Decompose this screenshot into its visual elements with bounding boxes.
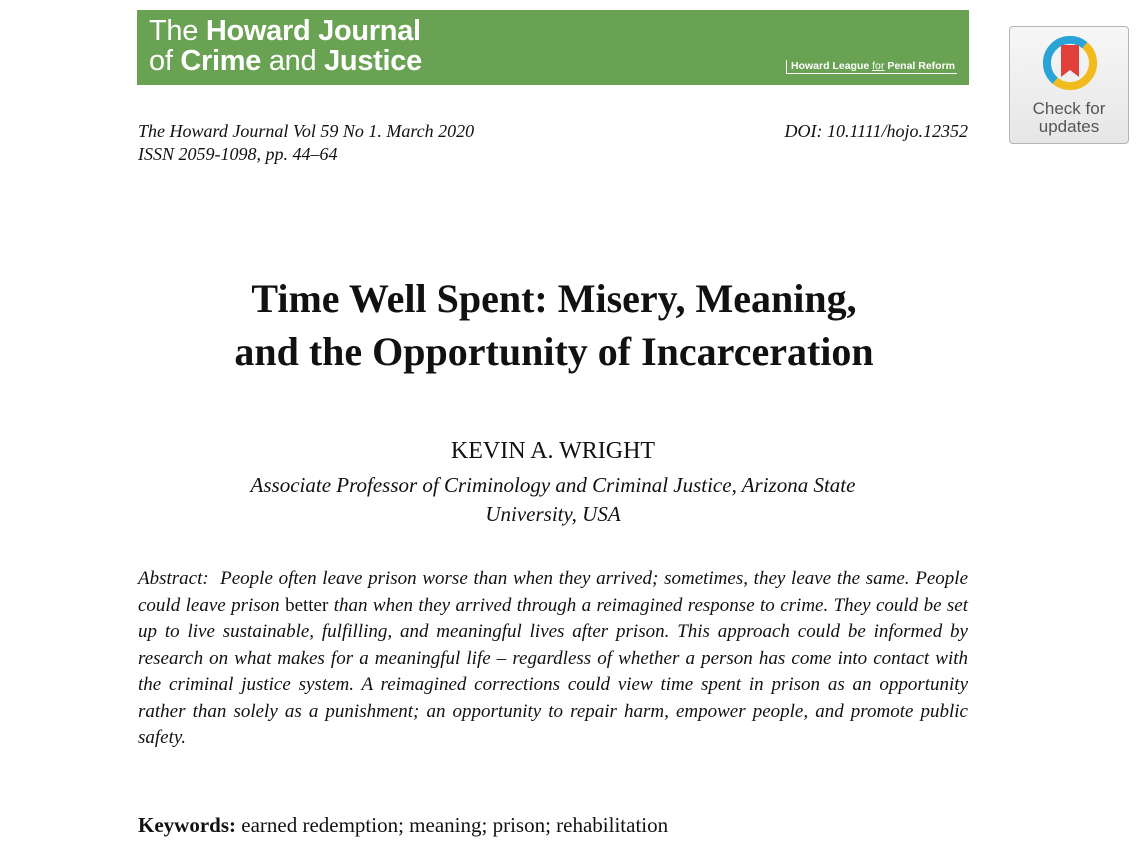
journal-title-line-1	[149, 16, 422, 46]
journal-title-line-2	[149, 46, 422, 76]
journal-title-crime: Crime	[180, 45, 262, 77]
journal-title-justice: Justice	[324, 45, 422, 77]
check-for-updates-label: Check for updates	[1032, 99, 1106, 136]
journal-title-of: of	[149, 45, 173, 77]
citation-info	[138, 120, 474, 166]
abstract-text-part-1: People often leave prison worse than when they arrived; sometimes, they leave the same. People could leave prison	[138, 568, 968, 616]
journal-banner	[137, 10, 969, 85]
keywords	[138, 811, 668, 839]
affiliation-line-1: Associate Professor of Criminology and Criminal Justice, Arizona State	[250, 473, 856, 497]
journal-title-and: and	[268, 45, 317, 77]
crossmark-icon	[1040, 33, 1100, 93]
issn-pages-line: ISSN 2059-1098, pp. 44–64	[138, 144, 338, 164]
abstract-emphasis: better	[285, 594, 329, 616]
abstract-label: Abstract:	[138, 568, 209, 589]
author-name: KEVIN A. WRIGHT	[450, 438, 656, 464]
article-title	[0, 272, 1108, 378]
abstract-text-part-2: than when they arrived through a reimagined response to crime. They could be set up to live sustainable, fulfilling, and meaningful lives after prison. This approach could be informed by research on what makes for a meaningful life – regardless of whether a person has come into contact with the criminal justice system. A reimagined corrections could view time spent in prison as an opportunity rather than solely as a punishment; an opportunity to repair harm, empower people, and promote public safety.	[138, 594, 969, 748]
org-name-part-2: Penal Reform	[887, 60, 955, 72]
keywords-label: Keywords:	[138, 813, 236, 837]
org-name-for: for	[872, 60, 885, 72]
org-name-part-1: Howard League	[791, 60, 870, 72]
check-for-updates-button[interactable]	[1009, 26, 1129, 144]
journal-title-howard-journal: Howard Journal	[205, 15, 421, 47]
abstract	[138, 566, 968, 752]
howard-league-logo	[786, 60, 957, 74]
journal-volume-line: The Howard Journal Vol 59 No 1. March 2020	[138, 121, 475, 141]
journal-title	[149, 16, 422, 76]
author-affiliation	[0, 471, 1106, 529]
journal-title-the: The	[149, 15, 199, 47]
doi: DOI: 10.1111/hojo.12352	[784, 121, 968, 141]
article-title-line-1: Time Well Spent: Misery, Meaning,	[251, 276, 857, 321]
affiliation-line-2: University, USA	[485, 502, 621, 526]
keywords-value: earned redemption; meaning; prison; rehabilitation	[241, 813, 669, 837]
article-title-line-2: and the Opportunity of Incarceration	[234, 329, 874, 374]
